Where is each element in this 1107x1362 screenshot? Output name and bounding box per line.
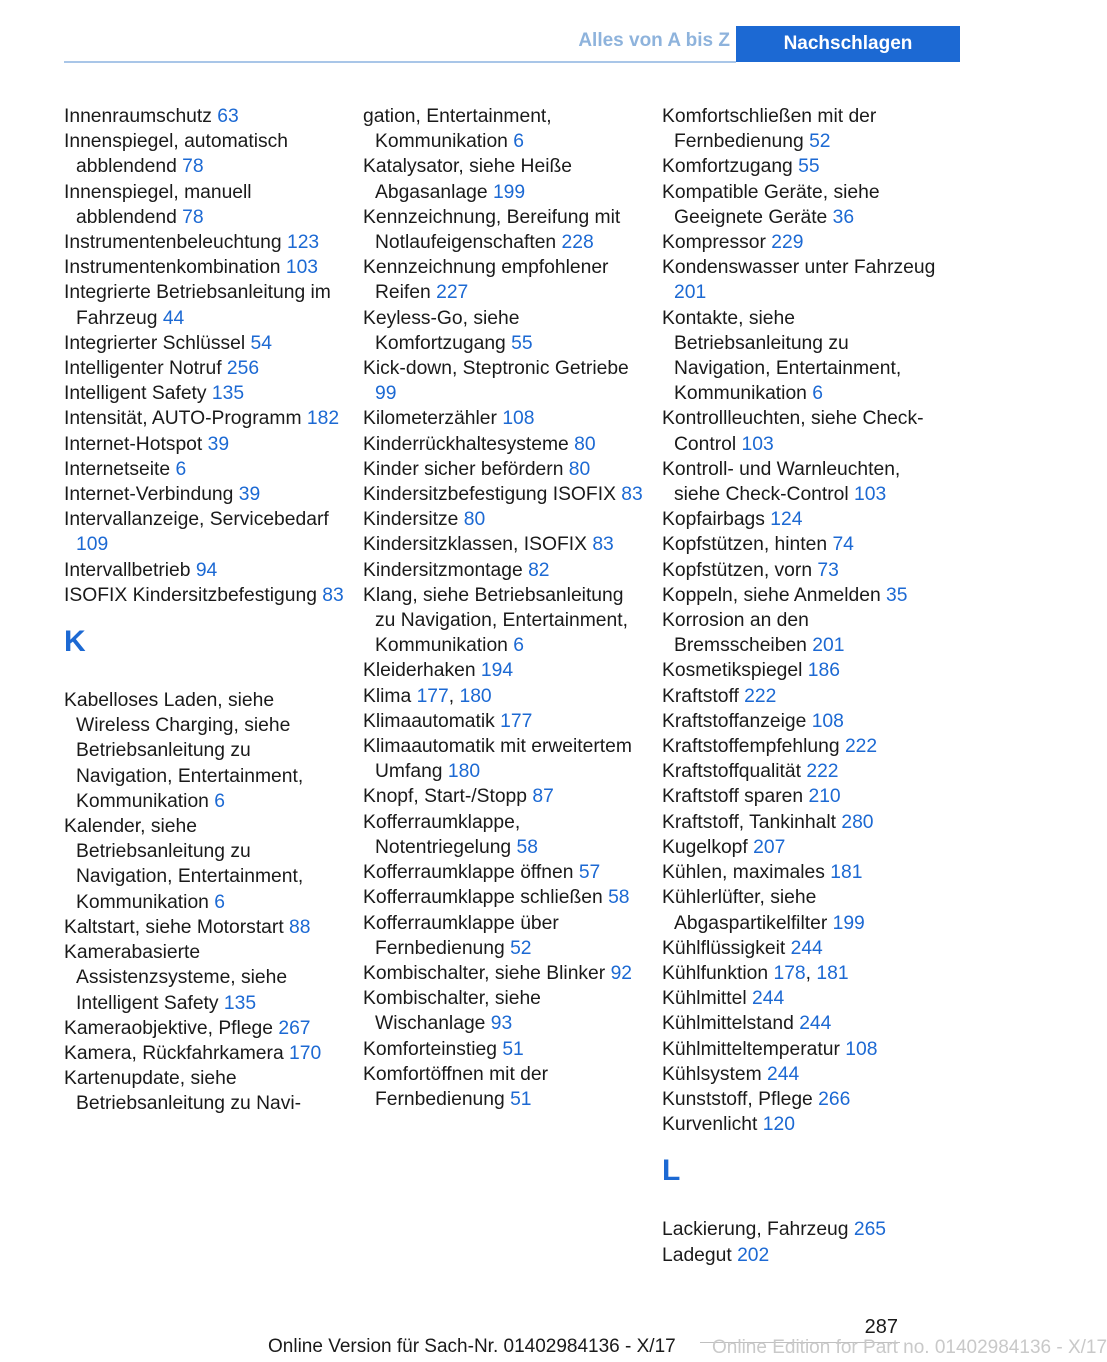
header-chapter-tab: Nachschlagen (736, 26, 960, 62)
index-entry (662, 255, 942, 305)
page-ref-link[interactable]: 222 (744, 685, 777, 707)
index-entry-term: Kompressor (662, 232, 772, 254)
index-entry (662, 684, 942, 709)
page-ref-link[interactable]: 135 (211, 383, 245, 405)
index-entry-term: Kraftstoff (662, 685, 745, 707)
index-entry (662, 1112, 942, 1137)
page-ref-link[interactable]: 74 (832, 534, 854, 556)
index-entry (662, 936, 942, 961)
footer-text: Online Version für Sach-Nr. 01402984136 - X/17 (268, 1336, 676, 1357)
index-entry-term: Kopfstützen, vorn (662, 559, 818, 581)
page-ref-link[interactable]: 57 (578, 862, 601, 884)
index-entry (363, 457, 643, 482)
index-entry-term: Kontakte, siehe Betriebsanleitung zu Navigation, Entertainment, Kommunikation (662, 307, 902, 405)
page-ref-link[interactable]: 44 (162, 307, 185, 329)
index-entry-term: Kühlmittel (662, 988, 753, 1010)
index-entry (662, 885, 942, 935)
index-entry (64, 688, 344, 814)
page-ref-link[interactable]: 99 (375, 383, 397, 405)
index-entry-term: Kühlsystem (662, 1063, 768, 1085)
index-entry-term: Kofferraumklappe über Fernbedienung (363, 912, 559, 959)
index-entry-term: Kühlmittelstand (662, 1013, 800, 1035)
index-entry (363, 356, 643, 406)
index-entry (363, 911, 643, 961)
index-entry-term: Komfortöffnen mit der Fernbedienung (363, 1063, 549, 1110)
page-ref-link[interactable]: 51 (510, 1088, 532, 1110)
page-ref-link[interactable]: 180 (447, 761, 481, 783)
index-entry (662, 104, 942, 154)
page-ref-link[interactable]: 194 (480, 660, 514, 682)
page-ref-link[interactable]: 135 (223, 992, 257, 1014)
index-entry-term: Lackierung, Fahrzeug (662, 1219, 854, 1241)
index-entry-term: Kaltstart, siehe Motorstart (64, 916, 290, 938)
index-entry-term: Kilometerzähler (363, 408, 503, 430)
index-entry-term: Katalysator, siehe Heiße Abgasanlage (363, 156, 572, 203)
page-ref-link[interactable]: 244 (790, 937, 823, 959)
index-entry-term: Internetseite (64, 458, 176, 480)
index-entry (662, 986, 942, 1011)
index-entry-term: Komfortschließen mit der Fernbedienung (662, 106, 877, 153)
page-ref-link[interactable]: 55 (511, 332, 533, 354)
page-ref-link[interactable]: 177 (500, 710, 533, 732)
index-entry-term: Kompatible Geräte, siehe Geeignete Geräte (662, 181, 880, 228)
index-entry-term: Kamera, Rückfahrkamera (64, 1042, 290, 1064)
index-entry (662, 784, 942, 809)
index-entry-term: Kunststoff, Pflege (662, 1088, 819, 1110)
index-entry (662, 230, 942, 255)
index-entry (363, 507, 643, 532)
page-number: 287 (864, 1316, 898, 1338)
index-entry-term: Innenspiegel, manuell abblendend (64, 181, 252, 228)
index-entry (64, 129, 344, 179)
index-entry (662, 1217, 942, 1242)
header-section-title: Alles von A bis Z (578, 30, 730, 51)
page-ref-link[interactable]: 123 (286, 232, 320, 254)
index-entry-term: ISOFIX Kindersitzbefestigung (64, 584, 323, 606)
footer-watermark: Online Edition for Part no. 01402984136 - X/17 (712, 1337, 1107, 1358)
page-ref-link[interactable]: 108 (502, 408, 535, 430)
index-entry (64, 230, 344, 255)
index-entry-term: Kühlerlüfter, siehe Abgaspartikelfilter (662, 887, 833, 934)
page-ref-link[interactable]: 228 (561, 232, 594, 254)
page-ref-link[interactable]: 108 (845, 1038, 878, 1060)
page-ref-link[interactable]: 103 (741, 433, 774, 455)
page-ref-link[interactable]: 88 (289, 916, 311, 938)
index-entry-term: Kontroll- und Warnleuchten, siehe Check-Control (662, 458, 901, 506)
index-entry-term: Komforteinstieg (363, 1038, 503, 1060)
page-ref-link[interactable]: 6 (513, 635, 524, 657)
index-entry (662, 532, 942, 557)
index-entry (662, 860, 942, 885)
index-entry-term: Kurvenlicht (662, 1114, 763, 1136)
page-ref-link[interactable]: 210 (808, 786, 841, 808)
page-ref-separator: , (805, 962, 817, 984)
index-entry (363, 784, 643, 809)
page-ref-link[interactable]: 52 (809, 131, 831, 153)
index-entry-term: Kopfairbags (662, 509, 771, 531)
page-ref-link[interactable]: 63 (217, 106, 239, 127)
index-entry-term: Kontrollleuchten, siehe Check-Control (662, 408, 924, 455)
index-entry-term: Kosmetikspiegel (662, 660, 808, 682)
page-ref-link[interactable]: 180 (459, 685, 492, 707)
index-entry-term: Innenspiegel, automatisch abblendend (64, 131, 289, 178)
header-rule (64, 61, 736, 63)
page-ref-link[interactable]: 267 (278, 1017, 311, 1039)
index-entry (662, 1037, 942, 1062)
index-column-2 (363, 104, 643, 1112)
page-ref-link[interactable]: 103 (854, 484, 887, 506)
page-ref-link[interactable]: 177 (416, 685, 449, 707)
index-entry-term: Kindersitzklassen, ISOFIX (363, 534, 593, 556)
page-ref-link[interactable]: 51 (502, 1038, 524, 1060)
index-entry-term: Kabelloses Laden, siehe Wireless Charging, siehe Betriebsanleitung zu Navigation, Entertainment, Kommunikation (64, 690, 304, 812)
index-entry (662, 961, 942, 986)
page-ref-link[interactable]: 80 (463, 509, 486, 531)
page-ref-link[interactable]: 201 (674, 282, 707, 304)
index-entry-term: Kennzeichnung, Bereifung mit Notlaufeigenschaften (363, 206, 621, 254)
index-entry-term: Kofferraumklappe öffnen (363, 862, 579, 884)
page-ref-link[interactable]: 6 (214, 891, 225, 913)
index-entry-term: Kick-down, Steptronic Getriebe (363, 358, 629, 380)
index-entry (662, 306, 942, 407)
page-ref-link[interactable]: 178 (773, 962, 806, 984)
page-ref-link[interactable]: 83 (322, 584, 344, 606)
page-ref-link[interactable]: 78 (182, 206, 204, 228)
page-ref-link[interactable]: 170 (289, 1042, 322, 1064)
index-entry-term: Kopfstützen, hinten (662, 534, 833, 556)
index-entry (64, 940, 344, 1016)
index-entry-term: Kühlmitteltemperatur (662, 1038, 846, 1060)
index-entry (363, 406, 643, 431)
index-entry-term: Intervallanzeige, Servicebedarf (64, 509, 329, 531)
page-ref-link[interactable]: 199 (832, 912, 865, 934)
index-column-3 (662, 104, 942, 1268)
page-ref-link[interactable]: 35 (886, 584, 908, 606)
index-entry (662, 709, 942, 734)
index-entry (64, 814, 344, 915)
page-ref-link[interactable]: 6 (214, 790, 225, 812)
page-ref-link[interactable]: 222 (844, 736, 878, 758)
index-entry (363, 684, 643, 709)
index-entry (363, 1037, 643, 1062)
page-ref-link[interactable]: 78 (182, 156, 204, 178)
index-entry-term: Kühlflüssigkeit (662, 937, 791, 959)
index-entry (64, 381, 344, 406)
index-entry (363, 885, 643, 910)
page-ref-link[interactable]: 222 (806, 761, 839, 783)
index-entry (64, 356, 344, 381)
index-entry-term: Kennzeichnung empfohlener Reifen (363, 257, 609, 304)
index-entry (363, 104, 643, 154)
index-entry (363, 482, 643, 507)
index-entry-term: Kraftstoff sparen (662, 786, 809, 808)
page-ref-link[interactable]: 80 (574, 433, 596, 455)
index-entry-term: Kindersitzmontage (363, 559, 529, 581)
index-entry-term: Kraftstoff, Tankinhalt (662, 811, 842, 833)
index-entry-term: Kindersitze (363, 509, 464, 531)
index-entry (64, 406, 344, 431)
page-ref-link[interactable]: 6 (175, 458, 187, 480)
page-ref-link[interactable]: 58 (608, 887, 630, 909)
index-entry-term: Instrumentenbeleuchtung (64, 232, 287, 254)
index-entry (64, 255, 344, 280)
page-ref-link[interactable]: 108 (811, 710, 844, 732)
page-ref-link[interactable]: 52 (510, 937, 532, 959)
page-ref-link[interactable]: 83 (621, 484, 643, 506)
index-entry (64, 1066, 344, 1116)
index-entry-term: Klang, siehe Betriebsanleitung zu Navigation, Entertainment, Kommunikation (363, 584, 628, 657)
index-entry-term: Innenraumschutz (64, 106, 218, 127)
page-ref-link[interactable]: 181 (830, 862, 863, 884)
index-entry (64, 558, 344, 583)
page-ref-link[interactable]: 207 (753, 836, 786, 858)
index-entry-term: Kofferraumklappe schließen (363, 887, 609, 909)
index-entry (64, 180, 344, 230)
index-entry (363, 432, 643, 457)
index-entry-term: Instrumentenkombination (64, 257, 286, 279)
index-entry (363, 205, 643, 255)
index-entry-term: Kartenupdate, siehe Betriebsanleitung zu Navi- (64, 1068, 302, 1115)
index-column-1 (64, 104, 344, 1117)
index-entry-term: Korrosion an den Bremsscheiben (662, 610, 813, 657)
page-ref-link[interactable]: 244 (767, 1063, 800, 1085)
index-entry (64, 507, 344, 557)
index-entry (363, 583, 643, 659)
page-ref-link[interactable]: 6 (812, 383, 823, 405)
index-entry-term: Kleiderhaken (363, 660, 481, 682)
index-entry (64, 280, 344, 330)
index-entry (662, 1062, 942, 1087)
index-entry (662, 608, 942, 658)
index-entry (64, 432, 344, 457)
index-entry-term: Integrierter Schlüssel (64, 332, 251, 354)
index-entry-term: Kugelkopf (662, 836, 754, 858)
index-entry (64, 583, 344, 608)
page-ref-link[interactable]: 92 (610, 962, 633, 984)
index-entry (363, 709, 643, 734)
index-entry (64, 457, 344, 482)
page-ref-link[interactable]: 82 (528, 559, 550, 581)
index-entry (64, 482, 344, 507)
index-entry (363, 1062, 643, 1112)
index-entry (662, 1011, 942, 1036)
index-entry-term: Kombischalter, siehe Wischanlage (363, 988, 541, 1035)
page-ref-separator: , (448, 685, 460, 707)
index-entry-term: Integrierte Betriebsanleitung im Fahrzeug (64, 282, 331, 329)
page-ref-link[interactable]: 256 (226, 358, 260, 380)
index-entry (363, 532, 643, 557)
index-entry (662, 154, 942, 179)
index-entry-term: Kraftstoffanzeige (662, 710, 812, 732)
index-entry (363, 961, 643, 986)
index-entry (363, 810, 643, 860)
page-ref-link[interactable]: 103 (285, 257, 319, 279)
index-entry-term: Kameraobjektive, Pflege (64, 1017, 279, 1039)
index-entry-term: Intelligenter Notruf (64, 358, 227, 380)
page-ref-link[interactable]: 83 (592, 534, 614, 556)
page-ref-link[interactable]: 93 (490, 1013, 513, 1035)
index-entry (363, 306, 643, 356)
index-entry (662, 1087, 942, 1112)
page-ref-link[interactable]: 244 (752, 988, 785, 1010)
page-ref-link[interactable]: 280 (841, 811, 874, 833)
page-ref-link[interactable]: 109 (76, 534, 109, 556)
index-letter-heading: K (64, 625, 86, 659)
index-entry (363, 860, 643, 885)
index-entry (64, 104, 344, 129)
page-header (0, 26, 960, 62)
index-entry-term: Intensität, AUTO-Programm (64, 408, 307, 430)
index-entry-term: gation, Entertainment, Kommunikation (363, 106, 552, 153)
index-entry-term: Klimaautomatik (363, 710, 501, 732)
index-entry-term: Kinder sicher befördern (363, 458, 569, 480)
index-entry-term: Kraftstoffqualität (662, 761, 807, 783)
page-ref-link[interactable]: 199 (492, 181, 526, 203)
index-entry-term: Keyless-Go, siehe Komfortzugang (363, 307, 520, 354)
index-entry (363, 658, 643, 683)
page-ref-link[interactable]: 39 (207, 433, 230, 455)
index-entry (64, 331, 344, 356)
page-ref-link[interactable]: 54 (250, 332, 272, 354)
index-entry (662, 507, 942, 532)
index-entry-term: Kofferraumklappe, Notentriegelung (363, 811, 521, 858)
index-entry-term: Kamerabasierte Assistenzsysteme, siehe Intelligent Safety (64, 942, 288, 1014)
index-entry-term: Klimaautomatik mit erweitertem Umfang (363, 736, 632, 783)
index-entry (662, 457, 942, 507)
page-ref-link[interactable]: 87 (532, 786, 554, 808)
page-ref-link[interactable]: 227 (436, 282, 469, 304)
index-entry (662, 835, 942, 860)
index-letter-heading: L (662, 1154, 681, 1188)
page-ref-link[interactable]: 58 (516, 836, 538, 858)
index-entry-term: Kondenswasser unter Fahrzeug (662, 257, 936, 279)
index-entry (64, 915, 344, 940)
page-ref-link[interactable]: 201 (812, 635, 845, 657)
index-entry-term: Kalender, siehe Betriebsanleitung zu Navigation, Entertainment, Kommunikation (64, 816, 304, 913)
index-entry (363, 734, 643, 784)
page-ref-link[interactable]: 229 (771, 232, 804, 254)
index-entry-term: Internet-Verbindung (64, 484, 239, 506)
index-entry (363, 986, 643, 1036)
index-entry-term: Klima (363, 685, 417, 707)
index-entry-term: Kühlen, maximales (662, 862, 831, 884)
index-entry-term: Internet-Hotspot (64, 433, 208, 455)
index-entry (363, 255, 643, 305)
page-ref-link[interactable]: 55 (798, 156, 820, 178)
index-entry (363, 558, 643, 583)
page-ref-link[interactable]: 124 (770, 509, 803, 531)
page-ref-link[interactable]: 244 (799, 1013, 832, 1035)
index-entry (64, 1016, 344, 1041)
index-entry-term: Intelligent Safety (64, 383, 212, 405)
index-entry-term: Komfortzugang (662, 156, 799, 178)
index-entry (662, 759, 942, 784)
page-ref-link[interactable]: 265 (853, 1219, 887, 1241)
index-entry (363, 154, 643, 204)
index-entry (662, 583, 942, 608)
index-entry (662, 406, 942, 456)
index-entry (64, 1041, 344, 1066)
page-ref-link[interactable]: 39 (238, 484, 261, 506)
index-entry-term: Kinderrückhaltesysteme (363, 433, 575, 455)
index-entry-term: Kühlfunktion (662, 962, 774, 984)
page-ref-link[interactable]: 182 (306, 408, 340, 430)
page-ref-link[interactable]: 73 (817, 559, 839, 581)
index-entry-term: Kindersitzbefestigung ISOFIX (363, 484, 622, 506)
index-entry (662, 734, 942, 759)
index-entry-term: Ladegut (662, 1244, 738, 1266)
index-entry-term: Knopf, Start-/Stopp (363, 786, 533, 808)
page-ref-link[interactable]: 6 (513, 131, 524, 153)
index-entry (662, 658, 942, 683)
page-ref-link[interactable]: 266 (818, 1088, 851, 1110)
index-entry (662, 1243, 942, 1268)
index-entry (662, 810, 942, 835)
page-ref-link[interactable]: 120 (762, 1114, 795, 1136)
index-entry-term: Intervallbetrieb (64, 559, 196, 581)
index-entry-term: Kraftstoffempfehlung (662, 736, 845, 758)
page-ref-link[interactable]: 94 (195, 559, 218, 581)
index-entry-term: Koppeln, siehe Anmelden (662, 584, 887, 606)
index-entry (662, 558, 942, 583)
page-ref-link[interactable]: 36 (832, 206, 855, 228)
page-ref-link[interactable]: 186 (807, 660, 840, 682)
page-ref-link[interactable]: 80 (568, 458, 591, 480)
page-ref-link[interactable]: 181 (816, 962, 849, 984)
index-entry (662, 180, 942, 230)
index-entry-term: Kombischalter, siehe Blinker (363, 962, 611, 984)
page-ref-link[interactable]: 202 (737, 1244, 770, 1266)
